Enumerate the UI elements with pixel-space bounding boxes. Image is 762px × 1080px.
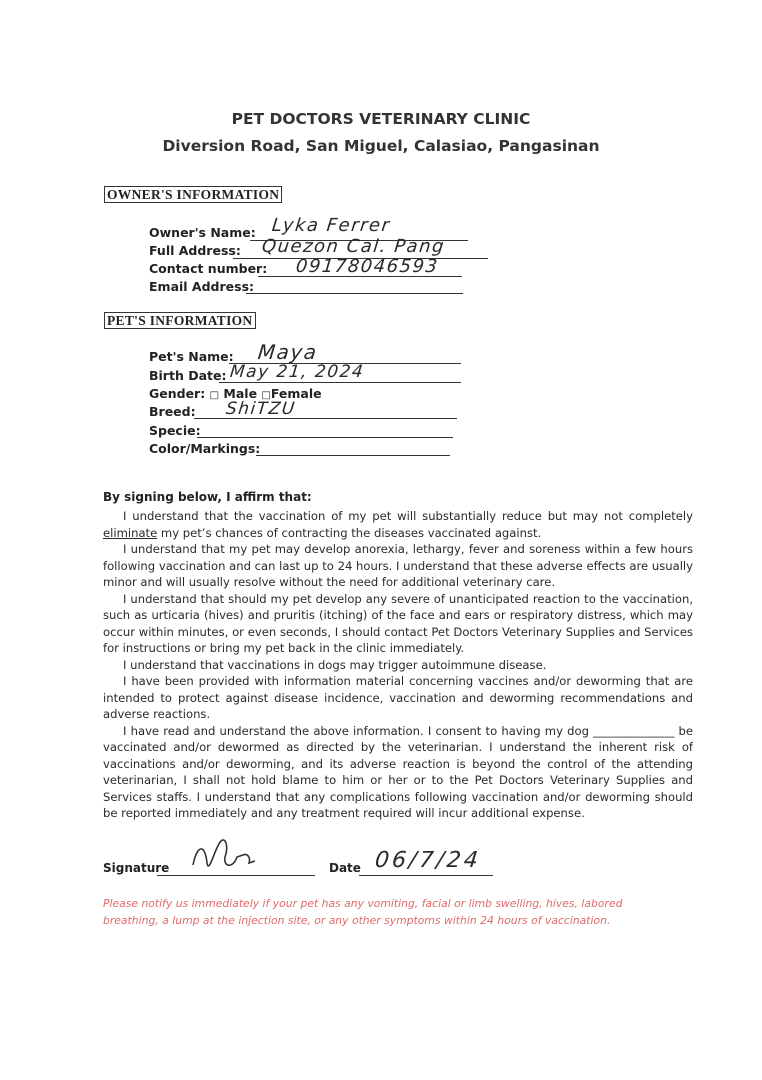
affirmation-p5: I have been provided with information material concerning vaccines and/or deworming that are intended to protect against disease incidence, vaccination and deworming recommendations and adverse reactions. xyxy=(103,674,693,721)
p1-underlined-word: eliminate xyxy=(103,525,158,540)
birth-date-line xyxy=(219,382,461,383)
signature-scribble xyxy=(185,835,265,880)
owner-name-label: Owner's Name: xyxy=(149,225,256,240)
affirmation-p1 xyxy=(103,508,693,541)
birth-date-value[interactable]: May 21, 2024 xyxy=(228,362,366,382)
affirmation-p4: I understand that vaccinations in dogs may trigger autoimmune disease. xyxy=(123,657,547,672)
specie-label: Specie: xyxy=(149,423,201,438)
date-label: Date xyxy=(329,861,361,875)
clinic-address: Diversion Road, San Miguel, Calasiao, Pangasinan xyxy=(162,137,600,155)
female-checkbox[interactable]: □ xyxy=(261,390,271,401)
breed-value[interactable]: ShiTZU xyxy=(224,399,297,419)
pet-name-value[interactable]: Maya xyxy=(256,340,319,364)
contact-label: Contact number: xyxy=(149,261,268,276)
signature-label: Signature xyxy=(103,861,170,875)
address-label: Full Address: xyxy=(149,243,241,258)
address-value[interactable]: Quezon Cal. Pang xyxy=(260,236,447,257)
affirmation-heading: By signing below, I affirm that: xyxy=(103,490,312,504)
p1-text-end: my pet’s chances of contracting the diseases vaccinated against. xyxy=(157,525,542,540)
birth-date-label: Birth Date: xyxy=(149,368,227,383)
email-label: Email Address: xyxy=(149,279,255,294)
gender-label: Gender: xyxy=(149,386,206,401)
female-label: Female xyxy=(270,386,322,401)
date-line xyxy=(359,875,493,876)
date-value[interactable]: 06/7/24 xyxy=(373,848,483,873)
specie-line[interactable] xyxy=(197,437,453,438)
color-markings-line[interactable] xyxy=(256,455,450,456)
affirmation-body xyxy=(103,508,693,822)
clinic-name: PET DOCTORS VETERINARY CLINIC xyxy=(231,110,531,128)
affirmation-p6: I have read and understand the above information. I consent to having my dog ______________ be vaccinated and/or dewormed as directed by the veterinarian. I understand the inherent risk of vaccinations and/or deworming, and its adverse reaction is beyond the control of the attending veterinarian, I shall not hold blame to him or her or to the Pet Doctors Veterinary Supplies and Services staffs. I understand that any complications following vaccination and/or deworming should be reported immediately and any treatment required will incur additional expense. xyxy=(103,723,693,820)
email-line[interactable] xyxy=(246,293,463,294)
affirmation-p2: I understand that my pet may develop anorexia, lethargy, fever and soreness within a few hours following vaccination and can last up to 24 hours. I understand that these adverse effects are usually minor and will usually resolve without the need for additional veterinary care. xyxy=(103,542,693,589)
affirmation-p3: I understand that should my pet develop any severe of unanticipated reaction to the vaccination, such as urticaria (hives) and pruritis (itching) of the face and ears or respiratory distress, which may occur within minutes, or even seconds, I should contact Pet Doctors Veterinary Supplies and Services for instructions or bring my pet back in the clinic immediately. xyxy=(103,591,693,655)
male-label: Male xyxy=(223,386,258,401)
breed-label: Breed: xyxy=(149,404,196,419)
pet-section-title: PET'S INFORMATION xyxy=(104,312,256,329)
owner-section-title: OWNER'S INFORMATION xyxy=(104,186,282,203)
owner-name-value[interactable]: Lyka Ferrer xyxy=(270,215,392,236)
contact-value[interactable]: 09178046593 xyxy=(294,256,440,277)
color-markings-label: Color/Markings: xyxy=(149,441,261,456)
footer-note: Please notify us immediately if your pet has any vomiting, facial or limb swelling, hives, labored breathing, a lump at the injection site, or any other symptoms within 24 hours of vaccination. xyxy=(103,897,623,927)
p1-text-start: I understand that the vaccination of my pet will substantially reduce but may not completely xyxy=(123,509,693,523)
pet-name-label: Pet's Name: xyxy=(149,349,234,364)
male-checkbox[interactable]: □ xyxy=(209,390,220,401)
